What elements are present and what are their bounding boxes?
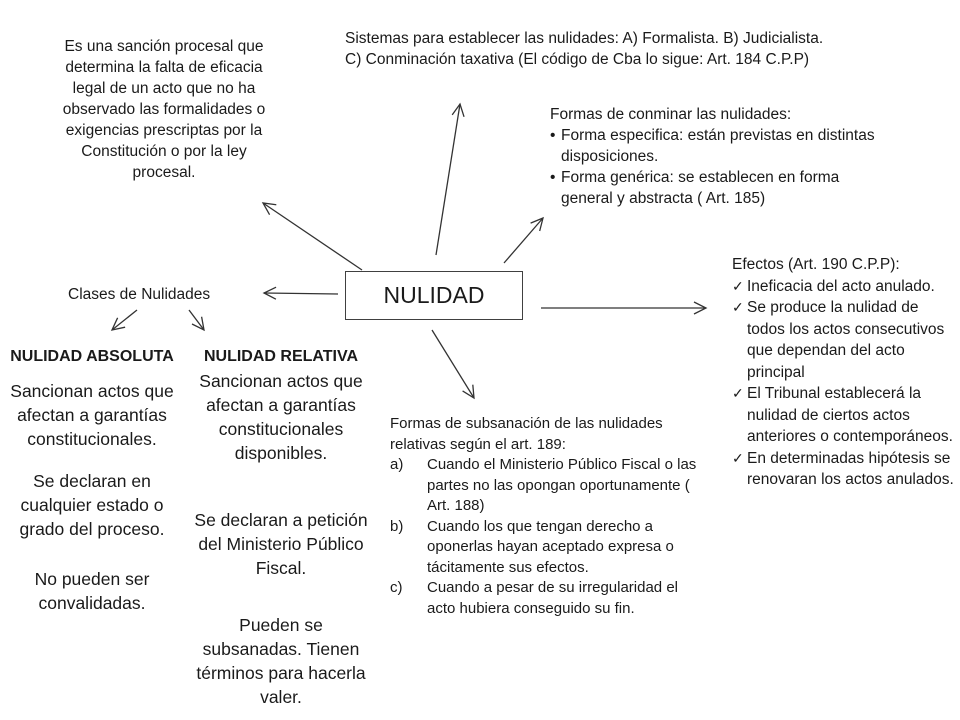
relativa-title: NULIDAD RELATIVA <box>203 348 359 365</box>
subsanacion-item-text: Cuando los que tengan derecho a oponerlas hayan aceptado expresa o tácitamente sus efectos. <box>427 517 674 576</box>
subsanacion-item-marker: a) <box>390 456 404 473</box>
efectos-item: ✓ En determinadas hipótesis se renovaran los actos anulados. <box>732 448 958 491</box>
arrow-to-sistemas <box>436 104 460 255</box>
arrow-to-absoluta <box>112 310 137 330</box>
efectos-block <box>732 254 958 491</box>
subsanacion-block <box>390 414 710 619</box>
subsanacion-item-text: Cuando el Ministerio Público Fiscal o las partes no las opongan oportunamente ( Art. 188) <box>427 456 697 514</box>
absoluta-text-2: Se declaran en cualquier estado o grado del proceso. <box>19 471 165 539</box>
definition-text: Es una sanción procesal que determina la falta de eficacia legal de un acto que no ha observado las formalidades o exigencias prescriptas por la Constitución o por la ley procesal. <box>62 38 266 181</box>
absoluta-text-3: No pueden ser convalidadas. <box>34 569 150 613</box>
formas-conminar-block <box>550 104 880 209</box>
formas-conminar-item: • Forma genérica: se establecen en forma general y abstracta ( Art. 185) <box>550 167 880 209</box>
subsanacion-item <box>390 578 710 619</box>
subsanacion-item-text: Cuando a pesar de su irregularidad el acto hubiera conseguido su fin. <box>427 579 678 617</box>
relativa-text-2: Se declaran a petición del Ministerio Público Fiscal. <box>194 510 368 578</box>
center-node-nulidad: NULIDAD <box>345 271 523 320</box>
efectos-title: Efectos (Art. 190 C.P.P): <box>732 256 900 273</box>
absoluta-text-1: Sancionan actos que afectan a garantías constitucionales. <box>10 381 174 449</box>
subsanacion-item <box>390 517 710 579</box>
clases-label: Clases de Nulidades <box>68 286 211 303</box>
arrow-to-subsanacion <box>432 330 474 398</box>
nulidad-absoluta-column <box>4 346 180 615</box>
formas-conminar-item: • Forma especifica: están previstas en distintas disposiciones. <box>550 125 880 167</box>
relativa-text-3: Pueden se subsanadas. Tienen términos para hacerla valer. <box>196 615 366 707</box>
efectos-item: ✓ Ineficacia del acto anulado. <box>732 276 958 298</box>
arrow-to-definition <box>263 203 362 270</box>
subsanacion-item-marker: b) <box>390 517 404 535</box>
subsanacion-item <box>390 455 710 517</box>
efectos-item: ✓ Se produce la nulidad de todos los actos consecutivos que dependan del acto principal <box>732 297 958 383</box>
arrow-to-formas-conminar <box>504 218 543 263</box>
nulidad-relativa-column <box>194 346 368 707</box>
formas-conminar-title: Formas de conminar las nulidades: <box>550 106 792 123</box>
subsanacion-title: Formas de subsanación de las nulidades relativas según el art. 189: <box>390 415 663 453</box>
absoluta-title: NULIDAD ABSOLUTA <box>10 348 174 365</box>
arrow-to-clases <box>264 293 338 294</box>
efectos-item: ✓ El Tribunal establecerá la nulidad de ciertos actos anteriores o contemporáneos. <box>732 383 958 448</box>
sistemas-text: Sistemas para establecer las nulidades: A) Formalista. B) Judicialista. C) Conminación taxativa (El código de Cba lo sigue: Art. 184 C.P.P) <box>345 30 824 68</box>
relativa-text-1: Sancionan actos que afectan a garantías constitucionales disponibles. <box>199 371 363 463</box>
subsanacion-item-marker: c) <box>390 579 403 596</box>
arrow-to-relativa <box>189 310 204 330</box>
